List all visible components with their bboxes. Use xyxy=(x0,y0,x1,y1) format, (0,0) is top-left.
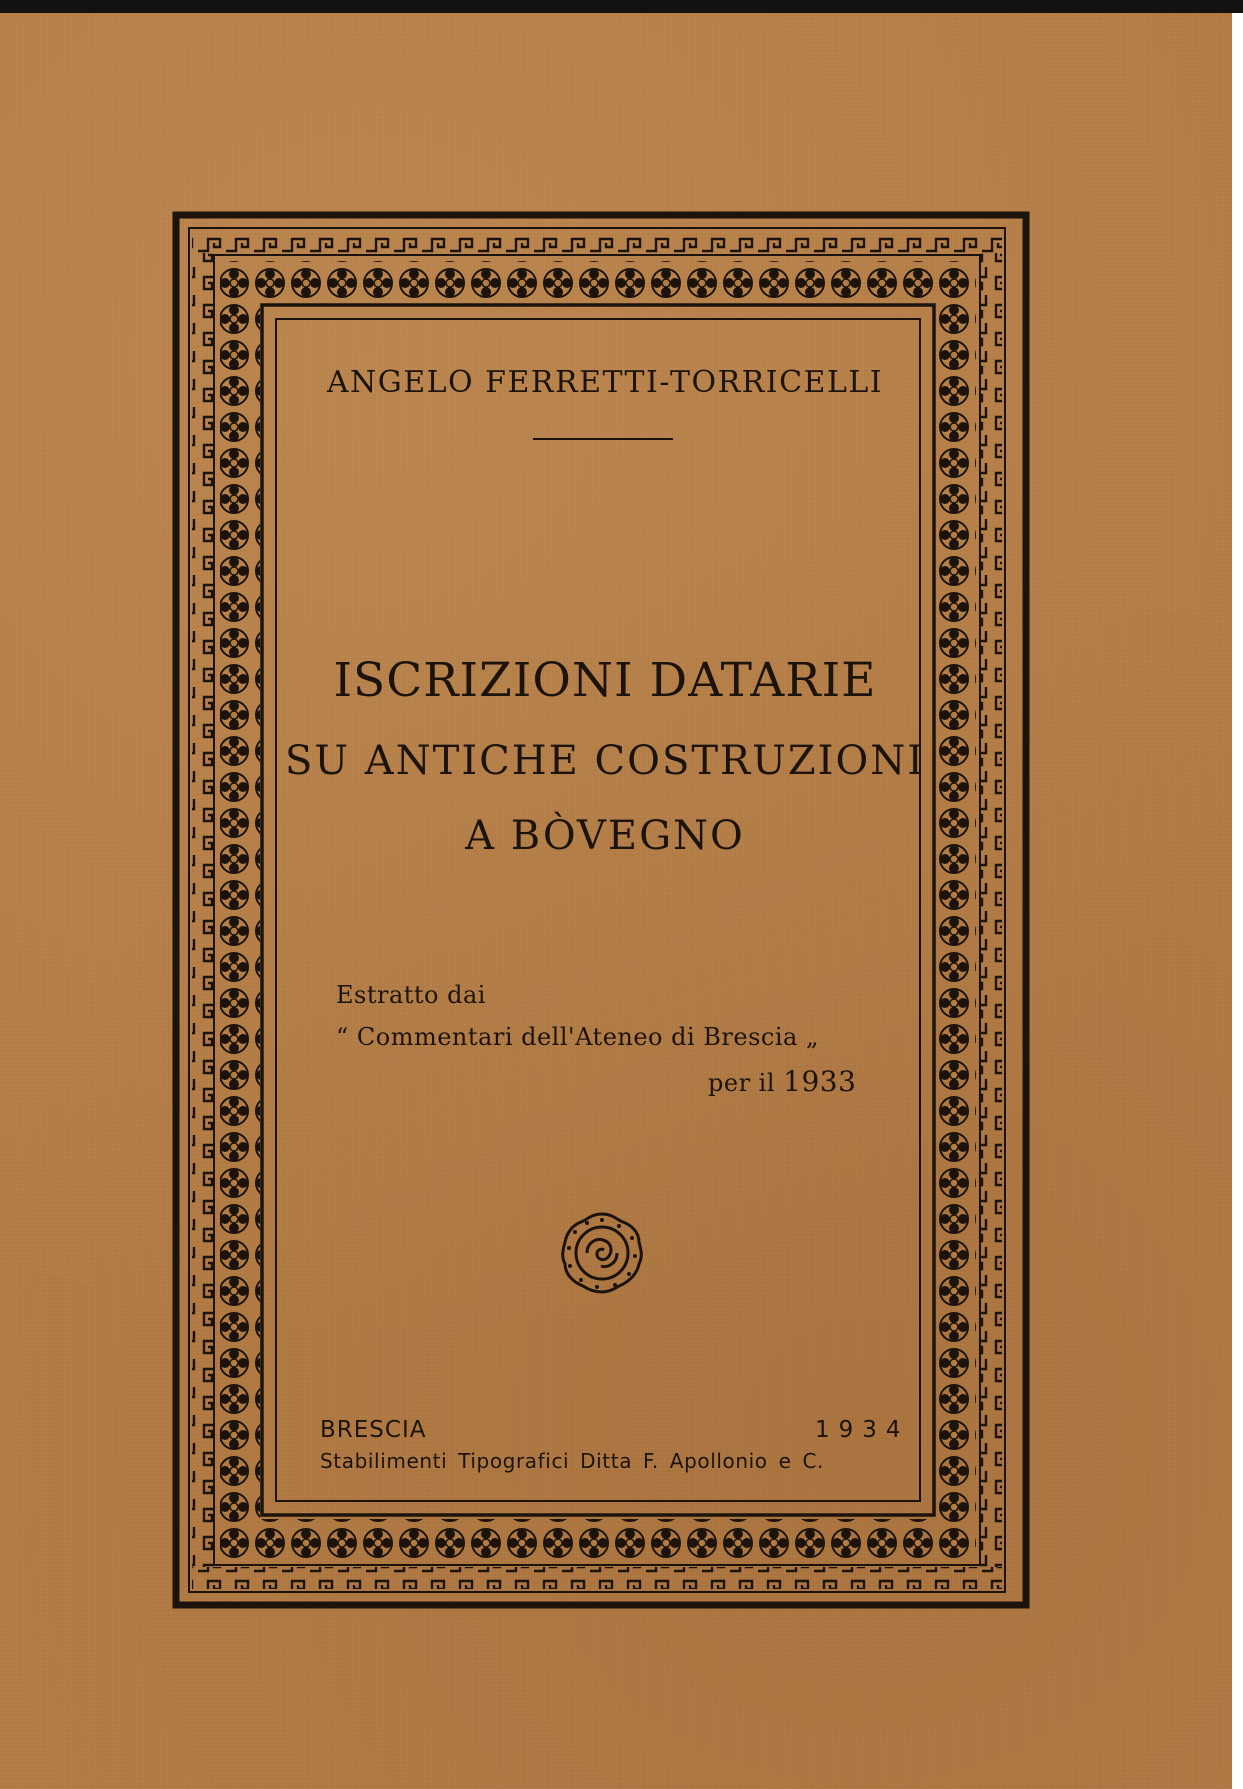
scan-top-edge xyxy=(0,0,1243,13)
extract-year: 1933 xyxy=(783,1065,857,1098)
publication-place: BRESCIA xyxy=(320,1417,427,1443)
author-name: ANGELO FERRETTI-TORRICELLI xyxy=(326,365,884,400)
title-line-2: SU ANTICHE COSTRUZIONI xyxy=(284,738,926,784)
printer-imprint: Stabilimenti Tipografici Ditta F. Apollonio e C. xyxy=(320,1449,824,1473)
extract-line-1: Estratto dai xyxy=(336,981,486,1009)
title-line-1: ISCRIZIONI DATARIE xyxy=(333,653,877,708)
extract-prefix: per il xyxy=(708,1069,776,1097)
title-line-3: A BÒVEGNO xyxy=(465,813,745,859)
title-divider xyxy=(533,438,673,440)
publication-year: 1934 xyxy=(815,1417,910,1443)
rosette-emblem-icon xyxy=(557,1208,647,1298)
book-cover xyxy=(0,13,1232,1789)
extract-line-3 xyxy=(708,1065,856,1098)
extract-line-2: “ Commentari dell'Ateneo di Brescia „ xyxy=(336,1023,819,1051)
greek-key-and-flower-border-icon xyxy=(0,13,1232,1789)
